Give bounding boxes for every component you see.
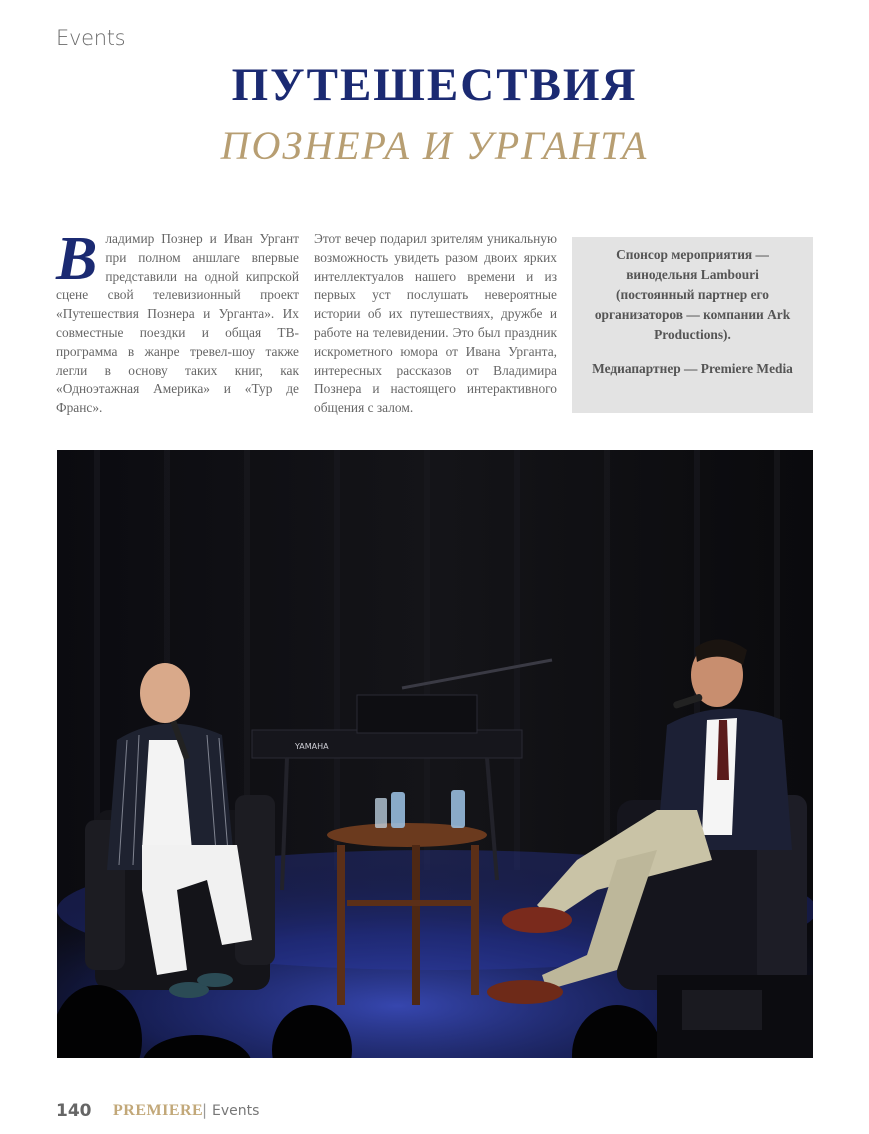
event-photo bbox=[57, 450, 813, 1058]
drop-cap: В bbox=[56, 225, 98, 293]
sponsor-text: Спонсор мероприятия — винодельня Lambouri (постоянный партнер его организаторов — компании Ark Productions). bbox=[594, 247, 791, 342]
footer-section: Events bbox=[212, 1103, 260, 1119]
magazine-brand: PREMIERE bbox=[113, 1102, 204, 1119]
article-column-2: Этот вечер подарил зрителям уникальную возможность увидеть разом двоих ярких интеллектуалов нашего времени и из первых уст послушать невероятные истории об их путешествиях, дружбе и работе на телевидении. Это был праздник искрометного юмора от Ивана Урганта, интересных рассказов от Владимира Познера и настоящего интерактивного общения с залом. bbox=[314, 231, 557, 416]
article-column-1 bbox=[56, 225, 299, 418]
sponsor-box bbox=[572, 237, 813, 413]
column-1-text: ладимир Познер и Иван Ургант при полном аншлаге впервые представили на одной кипрской сцене свой телевизионный проект «Путешествия Познера и Урганта». Их совместные поездки и общая ТВ-программа в жанре тревел-шоу также легли в основу таких книг, как «Одноэтажная Америка» и «Тур де Франс». bbox=[56, 231, 299, 416]
article-title: ПУТЕШЕСТВИЯ bbox=[231, 59, 638, 111]
media-partner-text: Медиапартнер — Premiere Media bbox=[592, 361, 793, 376]
footer-separator: | bbox=[202, 1101, 208, 1119]
section-label: Events bbox=[56, 26, 126, 50]
article-subtitle: ПОЗНЕРА И УРГАНТА bbox=[220, 123, 649, 168]
keyboard-brand: YAMAHA bbox=[295, 742, 329, 751]
page-number: 140 bbox=[56, 1101, 92, 1121]
